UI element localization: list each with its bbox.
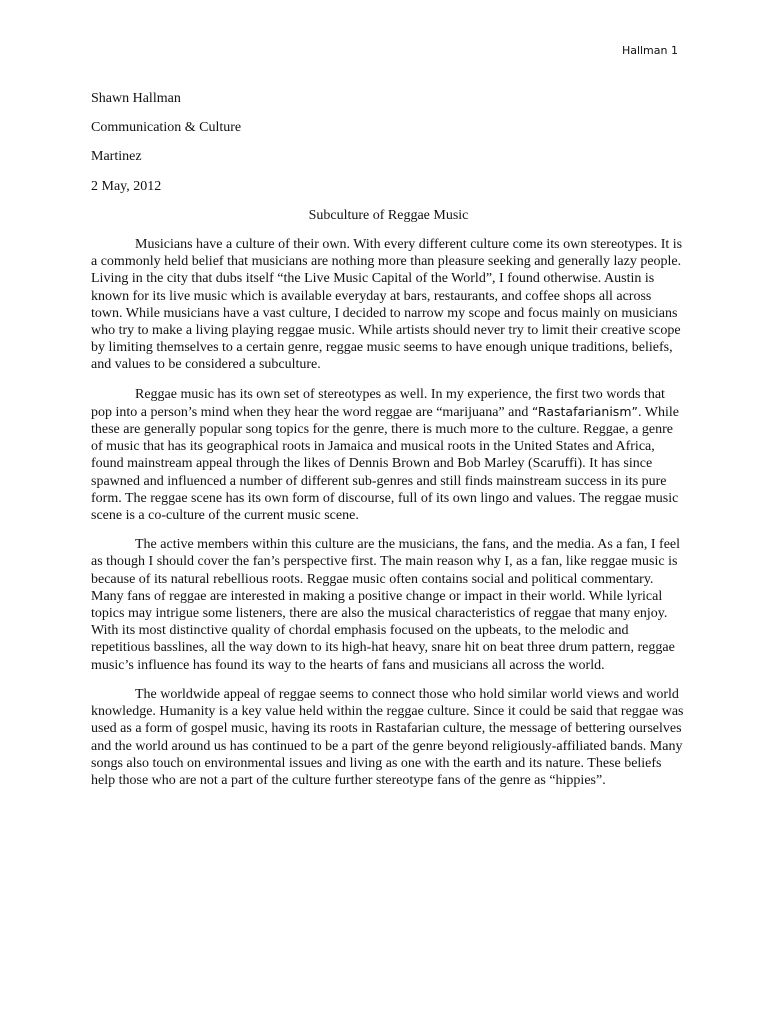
paragraph xyxy=(91,386,686,525)
running-header: Hallman 1 xyxy=(621,44,678,57)
essay-body xyxy=(91,90,686,801)
paragraph: The worldwide appeal of reggae seems to connect those who hold similar world views and world knowledge. Humanity is a key value held within the reggae culture. Since it could be said that reggae was used as a form of gospel music, having its roots in Rastafarian culture, the message of bettering ourselves and the world around us has continued to be a part of the genre beyond religiously-affiliated bands. Many songs also touch on environmental issues and living as one with the earth and its nature. These beliefs help those who are not a part of the culture further stereotype fans of the genre as “hippies”. xyxy=(91,686,684,788)
paragraph: The active members within this culture are the musicians, the fans, and the media. As a fan, I feel as though I should cover the fan’s perspective first. The main reason why I, as a fan, like reggae music is because of its natural rebellious roots. Reggae music often contains social and political commentary. Many fans of reggae are interested in making a positive change or impact in their world. While lyrical topics may intrigue some listeners, there are also the musical characteristics of reggae that many enjoy. With its most distinctive quality of chordal emphasis focused on the upbeats, to the melodic and repetitious basslines, all the way down to its high-hat heavy, snare hit on beat three drum pattern, reggae music’s influence has found its way to the hearts of fans and musicians all across the world. xyxy=(91,537,681,673)
author-name: Shawn Hallman xyxy=(91,91,181,106)
paragraph: Musicians have a culture of their own. With every different culture come its own stereotypes. It is a commonly held belief that musicians are nothing more than pleasure seeking and generally lazy people. Living in the city that dubs itself “the Live Music Capital of the World”, I found otherwise. Austin is known for its live music which is available everyday at bars, restaurants, and coffee shops all across town. While musicians have a vast culture, I decided to narrow my scope and focus mainly on musicians who try to make a living playing reggae music. While artists should never try to limit their creative scope by limiting themselves to a certain genre, reggae music seems to have enough unique traditions, beliefs, and values to be considered a subculture. xyxy=(91,237,683,373)
paragraph-text: Reggae music has its own set of stereotypes as well. In my experience, the first two words that pop into a person’s mind when they hear the word reggae are “marijuana” and xyxy=(91,386,665,420)
course-name: Communication & Culture xyxy=(91,120,242,136)
paragraph-text: . While these are generally popular song topics for the genre, there is much more to the culture. Reggae, a genre of music that has its geographical roots in Jamaica and musical roots in the United States and Africa, found mainstream appeal through the likes of Dennis Brown and Bob Marley (Scaruffi). It has since spawned and influenced a number of different sub-genres and still finds mainstream success in its pure form. The reggae scene has its own form of discourse, full of its own lingo and values. The reggae music scene is a co-culture of the current music scene. xyxy=(91,404,679,524)
essay-title: Subculture of Reggae Music xyxy=(308,207,469,223)
instructor-name: Martinez xyxy=(91,149,142,165)
essay-date: 2 May, 2012 xyxy=(91,178,162,194)
paragraph-text: “Rastafarianism” xyxy=(531,403,638,419)
